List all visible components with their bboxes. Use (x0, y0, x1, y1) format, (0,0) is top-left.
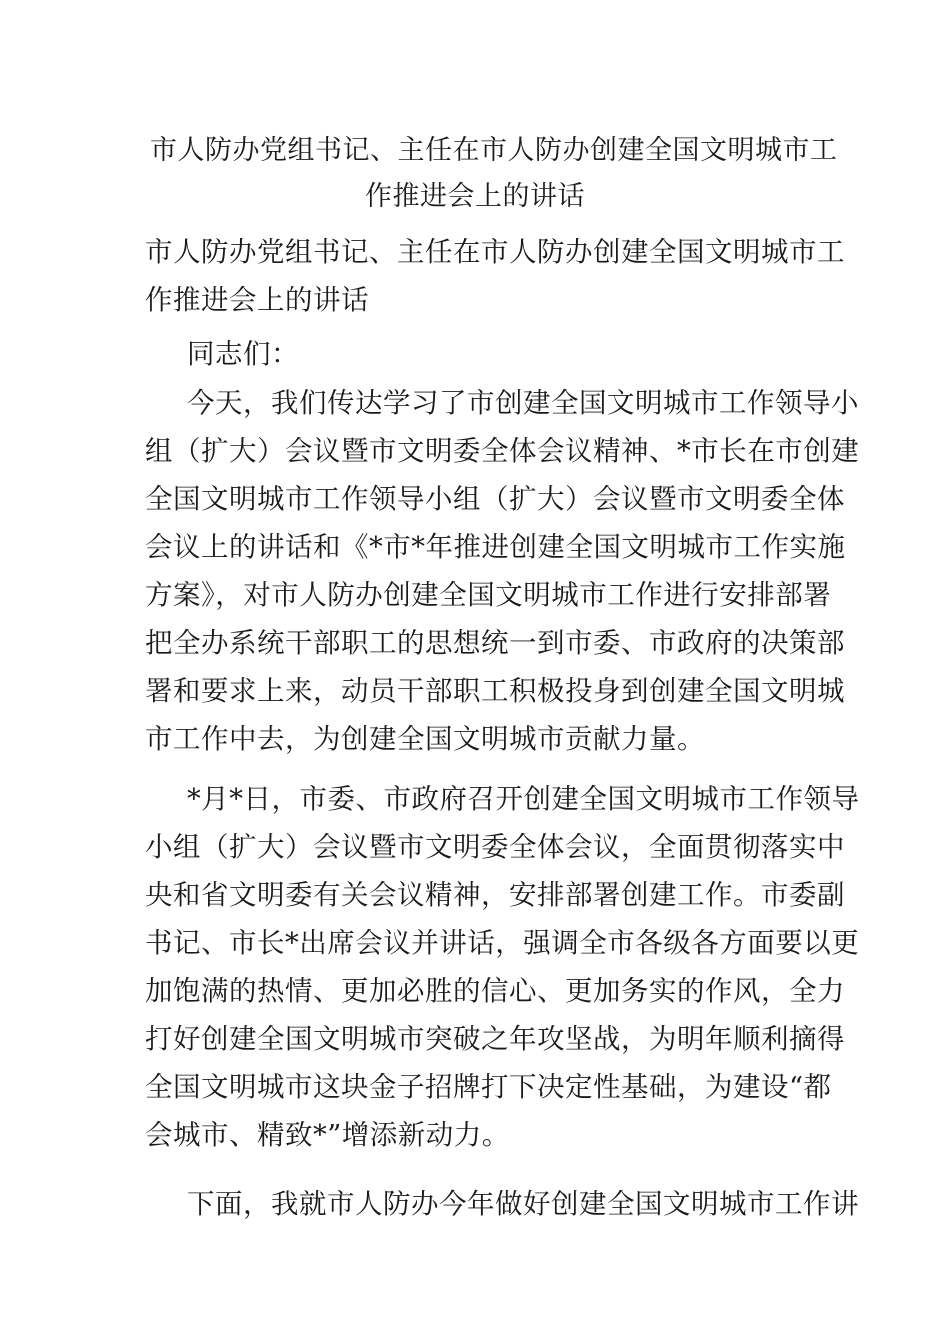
paragraph-line: *月*日，市委、市政府召开创建全国文明城市工作领导 (187, 783, 860, 815)
paragraph-line: 会城市、精致*”增添新动力。 (145, 1119, 510, 1151)
paragraph-line: 今天，我们传达学习了市创建全国文明城市工作领导小 (187, 387, 859, 419)
paragraph-line: 小组（扩大）会议暨市文明委全体会议，全面贯彻落实中 (145, 831, 845, 863)
document-title (150, 128, 838, 220)
paragraph-line: 全国文明城市这块金子招牌打下决定性基础，为建设“都 (145, 1071, 832, 1103)
paragraph-1 (145, 379, 860, 763)
heading-line: 作推进会上的讲话 (145, 284, 369, 316)
paragraph-line: 下面，我就市人防办今年做好创建全国文明城市工作讲 (187, 1188, 859, 1220)
heading-line: 市人防办党组书记、主任在市人防办创建全国文明城市工 (145, 236, 845, 268)
document-heading (145, 228, 845, 324)
paragraph-line: 打好创建全国文明城市突破之年攻坚战，为明年顺利摘得 (145, 1023, 845, 1055)
paragraph-line: 加饱满的热情、更加必胜的信心、更加务实的作风，全力 (145, 975, 845, 1007)
title-line: 作推进会上的讲话 (365, 181, 585, 212)
paragraph-line: 署和要求上来，动员干部职工积极投身到创建全国文明城 (145, 675, 845, 707)
paragraph-line: 央和省文明委有关会议精神，安排部署创建工作。市委副 (145, 879, 845, 911)
paragraph-line: 全国文明城市工作领导小组（扩大）会议暨市文明委全体 (145, 483, 845, 515)
paragraph-line: 会议上的讲话和《*市*年推进创建全国文明城市工作实施 (145, 531, 846, 563)
salutation: 同志们： (187, 338, 299, 370)
paragraph-line: 组（扩大）会议暨市文明委全体会议精神、*市长在市创建 (145, 435, 860, 467)
paragraph-2 (145, 775, 860, 1159)
title-line: 市人防办党组书记、主任在市人防办创建全国文明城市工 (150, 135, 838, 166)
paragraph-line: 书记、市长*出席会议并讲话，强调全市各级各方面要以更 (145, 927, 860, 959)
paragraph-line: 方案》，对市人防办创建全国文明城市工作进行安排部署 (145, 579, 832, 611)
paragraph-3 (145, 1180, 859, 1228)
paragraph-line: 市工作中去，为创建全国文明城市贡献力量。 (145, 723, 705, 755)
paragraph-line: 把全办系统干部职工的思想统一到市委、市政府的决策部 (145, 627, 845, 659)
